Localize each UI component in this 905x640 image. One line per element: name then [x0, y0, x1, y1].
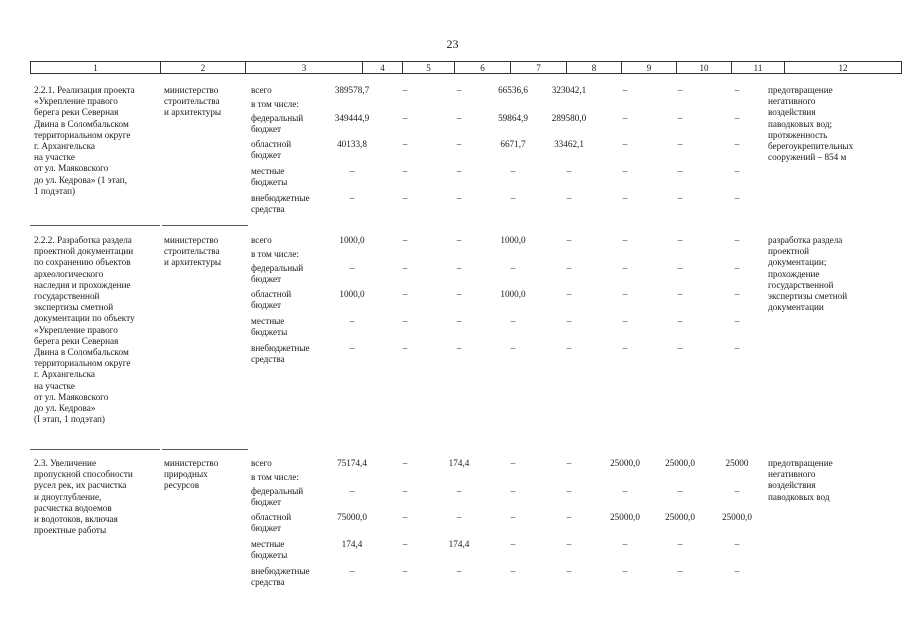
funding-value-cell: –	[566, 458, 572, 468]
funding-value-cell: –	[510, 316, 516, 326]
expected-result: предотвращение негативного воздействия паводковых вод; протяженность берегоукрепительных сооружений – 854 м	[768, 85, 854, 163]
funding-value-cell: 323042,1	[551, 85, 587, 95]
column-header-8: 8	[567, 62, 622, 74]
funding-value-cell: –	[402, 512, 408, 522]
funding-source-label: федеральный бюджет	[251, 486, 304, 507]
column-header-2: 2	[161, 62, 246, 74]
funding-value-cell: –	[622, 486, 628, 496]
funding-value-cell: –	[566, 166, 572, 176]
funding-value-cell: –	[566, 235, 572, 245]
funding-value-cell: –	[402, 85, 408, 95]
column-header-3: 3	[246, 62, 363, 74]
expected-result: предотвращение негативного воздействия паводковых вод	[768, 458, 833, 502]
funding-source-label: в том числе:	[251, 249, 299, 259]
column-header-4: 4	[363, 62, 403, 74]
funding-source-label: федеральный бюджет	[251, 113, 304, 134]
measure-title: 2.3. Увеличение пропускной способности русел рек, их расчистка и дноуглубление, расчистка водоемов и водотоков, включая проектные работы	[34, 458, 133, 536]
funding-value-cell: –	[349, 316, 355, 326]
funding-value-cell: 25000,0	[610, 512, 640, 522]
funding-value-cell: –	[677, 235, 683, 245]
funding-value-cell: 174,4	[448, 539, 470, 549]
column-header-table	[30, 61, 902, 74]
funding-value-cell: –	[677, 113, 683, 123]
funding-source-label: всего	[251, 85, 272, 95]
row-divider	[162, 449, 248, 450]
funding-value-cell: 1000,0	[500, 289, 526, 299]
funding-value-cell: –	[349, 263, 355, 273]
funding-value-cell: –	[456, 85, 462, 95]
funding-value-cell: –	[456, 113, 462, 123]
funding-value-cell: –	[349, 566, 355, 576]
funding-value-cell: –	[734, 139, 740, 149]
funding-value-cell: –	[510, 263, 516, 273]
funding-value-cell: –	[734, 235, 740, 245]
funding-value-cell: 174,4	[448, 458, 470, 468]
page-number: 23	[446, 37, 459, 51]
funding-value-cell: –	[566, 343, 572, 353]
funding-source-label: всего	[251, 235, 272, 245]
funding-value-cell: –	[402, 166, 408, 176]
funding-value-cell: –	[622, 289, 628, 299]
funding-value-cell: –	[402, 113, 408, 123]
funding-value-cell: 349444,9	[334, 113, 370, 123]
funding-source-label: внебюджетные средства	[251, 343, 310, 364]
funding-value-cell: –	[349, 486, 355, 496]
funding-value-cell: –	[402, 343, 408, 353]
funding-value-cell: –	[456, 512, 462, 522]
funding-value-cell: –	[734, 263, 740, 273]
funding-value-cell: –	[510, 512, 516, 522]
funding-value-cell: 1000,0	[339, 289, 365, 299]
funding-value-cell: –	[510, 458, 516, 468]
funding-value-cell: –	[677, 193, 683, 203]
column-header-5: 5	[403, 62, 455, 74]
funding-value-cell: –	[456, 166, 462, 176]
funding-value-cell: –	[402, 316, 408, 326]
funding-value-cell: –	[566, 539, 572, 549]
funding-value-cell: –	[622, 566, 628, 576]
funding-value-cell: –	[402, 566, 408, 576]
funding-source-label: местные бюджеты	[251, 316, 288, 337]
funding-source-label: внебюджетные средства	[251, 193, 310, 214]
funding-value-cell: –	[734, 193, 740, 203]
column-header-6: 6	[455, 62, 511, 74]
funding-value-cell: –	[402, 139, 408, 149]
funding-value-cell: –	[677, 139, 683, 149]
funding-value-cell: –	[456, 235, 462, 245]
funding-value-cell: –	[402, 458, 408, 468]
funding-value-cell: –	[349, 193, 355, 203]
funding-value-cell: –	[510, 193, 516, 203]
measure-title: 2.2.1. Реализация проекта «Укрепление правого берега реки Северная Двина в Соломбальском территориальном округе г. Архангельска на участке от ул. Маяковского до ул. Кедрова» (1 этап, 1 подэтап)	[34, 85, 135, 196]
funding-value-cell: –	[734, 539, 740, 549]
funding-value-cell: –	[402, 235, 408, 245]
funding-value-cell: –	[566, 263, 572, 273]
funding-value-cell: 389578,7	[334, 85, 370, 95]
funding-source-label: в том числе:	[251, 472, 299, 482]
funding-source-label: местные бюджеты	[251, 166, 288, 187]
funding-value-cell: –	[622, 166, 628, 176]
funding-value-cell: –	[566, 193, 572, 203]
funding-value-cell: –	[402, 539, 408, 549]
funding-value-cell: 289580,0	[551, 113, 587, 123]
funding-value-cell: –	[456, 193, 462, 203]
measure-title: 2.2.2. Разработка раздела проектной документации по сохранению объектов археологического наследия и прохождение государственной экспертизы сметной документации по объекту «Укрепление правого берега реки Северная Двина в Соломбальском территориальном округе г. Архангельска на участке от ул. Маяковского до ул. Кедрова» (I этап, 1 подэтап)	[34, 235, 135, 425]
funding-value-cell: –	[622, 316, 628, 326]
funding-value-cell: –	[402, 193, 408, 203]
executor-name: министерство природных ресурсов	[164, 458, 219, 491]
row-divider	[162, 225, 248, 226]
executor-name: министерство строительства и архитектуры	[164, 85, 222, 118]
funding-value-cell: –	[734, 343, 740, 353]
funding-value-cell: –	[734, 85, 740, 95]
column-header-9: 9	[622, 62, 677, 74]
funding-value-cell: –	[677, 566, 683, 576]
funding-value-cell: –	[734, 566, 740, 576]
funding-value-cell: 25000,0	[665, 458, 695, 468]
funding-value-cell: –	[566, 486, 572, 496]
funding-value-cell: –	[677, 486, 683, 496]
funding-value-cell: –	[677, 343, 683, 353]
funding-value-cell: 59864,9	[498, 113, 528, 123]
row-divider	[30, 449, 160, 450]
funding-value-cell: –	[510, 486, 516, 496]
column-header-11: 11	[732, 62, 785, 74]
funding-source-label: областной бюджет	[251, 289, 292, 310]
funding-value-cell: –	[734, 316, 740, 326]
funding-value-cell: –	[402, 289, 408, 299]
column-header-row	[31, 62, 902, 74]
funding-value-cell: –	[566, 566, 572, 576]
column-header-1: 1	[31, 62, 161, 74]
row-divider	[30, 225, 160, 226]
funding-value-cell: –	[456, 486, 462, 496]
funding-value-cell: –	[510, 566, 516, 576]
funding-value-cell: –	[677, 263, 683, 273]
funding-value-cell: –	[349, 166, 355, 176]
funding-value-cell: –	[566, 289, 572, 299]
funding-value-cell: –	[456, 289, 462, 299]
column-header-7: 7	[511, 62, 567, 74]
funding-value-cell: –	[734, 289, 740, 299]
funding-value-cell: 25000,0	[722, 512, 752, 522]
funding-source-label: местные бюджеты	[251, 539, 288, 560]
column-header-12: 12	[785, 62, 902, 74]
funding-value-cell: –	[510, 166, 516, 176]
funding-value-cell: –	[622, 113, 628, 123]
funding-source-label: всего	[251, 458, 272, 468]
funding-value-cell: –	[402, 486, 408, 496]
column-header-10: 10	[677, 62, 732, 74]
executor-name: министерство строительства и архитектуры	[164, 235, 222, 268]
funding-value-cell: 33462,1	[554, 139, 584, 149]
funding-source-label: областной бюджет	[251, 139, 292, 160]
funding-value-cell: –	[456, 139, 462, 149]
funding-value-cell: –	[510, 343, 516, 353]
funding-value-cell: –	[622, 139, 628, 149]
funding-value-cell: 1000,0	[339, 235, 365, 245]
funding-value-cell: 75174,4	[337, 458, 367, 468]
funding-source-label: федеральный бюджет	[251, 263, 304, 284]
funding-value-cell: –	[677, 85, 683, 95]
funding-value-cell: 1000,0	[500, 235, 526, 245]
funding-value-cell: –	[677, 539, 683, 549]
funding-value-cell: –	[566, 316, 572, 326]
funding-value-cell: –	[622, 263, 628, 273]
funding-value-cell: –	[510, 539, 516, 549]
funding-value-cell: 6671,7	[500, 139, 526, 149]
funding-value-cell: –	[622, 539, 628, 549]
funding-value-cell: –	[677, 289, 683, 299]
funding-value-cell: 174,4	[341, 539, 363, 549]
funding-value-cell: –	[622, 235, 628, 245]
funding-value-cell: –	[734, 113, 740, 123]
funding-value-cell: –	[456, 566, 462, 576]
funding-value-cell: –	[622, 343, 628, 353]
funding-value-cell: –	[734, 486, 740, 496]
funding-value-cell: 25000,0	[610, 458, 640, 468]
funding-value-cell: –	[456, 343, 462, 353]
funding-source-label: в том числе:	[251, 99, 299, 109]
funding-value-cell: 40133,8	[337, 139, 367, 149]
funding-value-cell: –	[622, 85, 628, 95]
funding-value-cell: –	[456, 263, 462, 273]
funding-value-cell: –	[622, 193, 628, 203]
funding-value-cell: –	[349, 343, 355, 353]
funding-value-cell: –	[677, 166, 683, 176]
funding-value-cell: –	[402, 263, 408, 273]
funding-value-cell: –	[456, 316, 462, 326]
expected-result: разработка раздела проектной документации; прохождение государственной экспертизы сметной документации	[768, 235, 848, 313]
funding-value-cell: 75000,0	[337, 512, 367, 522]
funding-value-cell: –	[734, 166, 740, 176]
funding-value-cell: –	[677, 316, 683, 326]
funding-source-label: областной бюджет	[251, 512, 292, 533]
funding-value-cell: 25000,0	[665, 512, 695, 522]
funding-source-label: внебюджетные средства	[251, 566, 310, 587]
funding-value-cell: 25000	[725, 458, 749, 468]
funding-value-cell: –	[566, 512, 572, 522]
funding-value-cell: 66536,6	[498, 85, 528, 95]
